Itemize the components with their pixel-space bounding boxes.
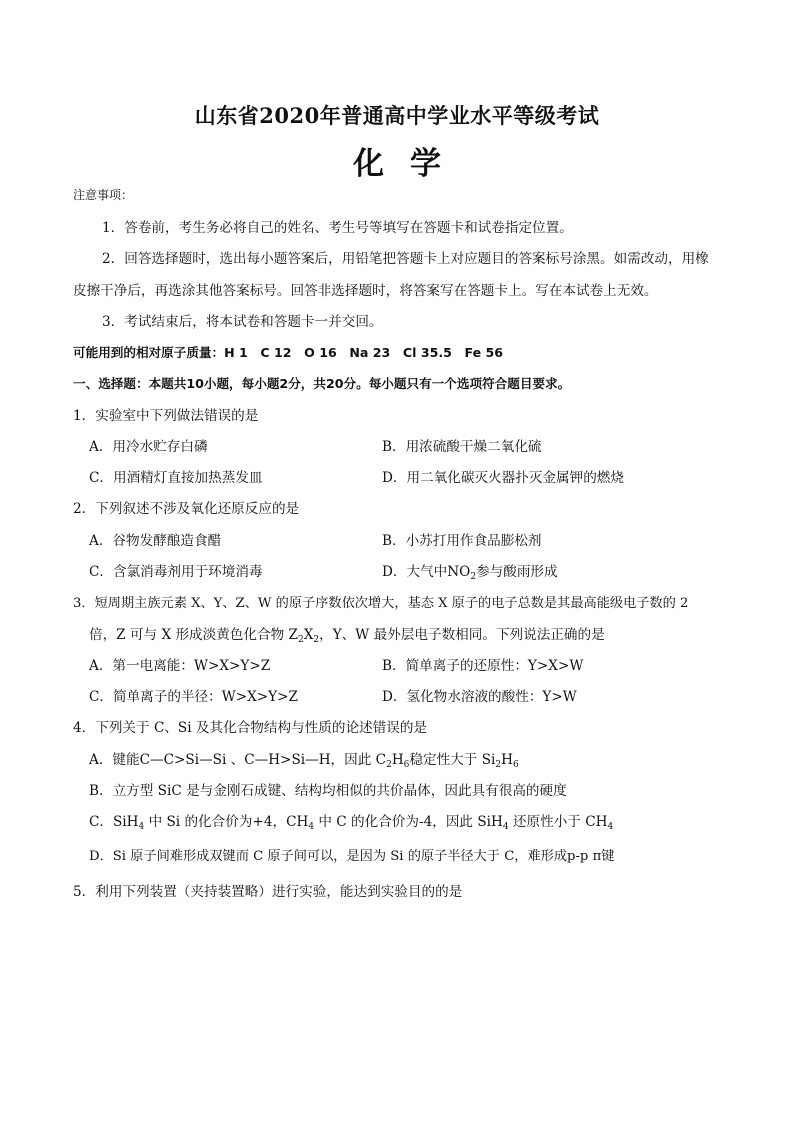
question-4-option-d: D．Si 原子间难形成双键而 C 原子间可以，是因为 Si 的原子半径大于 C，难形成p-p π键 <box>89 849 615 864</box>
question-3-option-a: A．第一电离能：W>X>Y>Z <box>89 658 271 674</box>
question-1-option-c: C．用酒精灯直接加热蒸发皿 <box>89 470 263 486</box>
question-2-option-d: D．大气中$NO_2$参与酸雨形成 <box>382 564 558 582</box>
question-4-option-c: C．SiH$_4$ 中 Si 的化合价为+4，$CH_4$ 中 C 的化合价为-4，因此 SiH$_4$ 还原性小于 $CH_4$ <box>89 814 614 832</box>
note-item-2-cont: 皮擦干净后，再选涂其他答案标号。回答非选择题时，将答案写在答题卡上。写在本试卷上无效。 <box>73 283 658 299</box>
question-5-stem: 5．利用下列装置（夹持装置略）进行实验，能达到实验目的的是 <box>73 884 463 900</box>
note-item-1: 1．答卷前，考生务必将自己的姓名、考生号等填写在答题卡和试卷指定位置。 <box>102 220 573 236</box>
atomic-masses: 可能用到的相对原子质量：H 1 C 12 O 16 Na 23 Cl 35.5 Fe 56 <box>73 345 504 360</box>
question-3-stem-line-1: 3．短周期主族元素 X、Y、Z、W 的原子序数依次增大，基态 X 原子的电子总数是其最高能级电子数的 2 <box>73 596 689 611</box>
question-4-option-a: A．键能C—C>Si—Si 、C—H>Si—H，因此 $C_2H_6$稳定性大于 $Si_2H_6$ <box>89 752 519 770</box>
question-2-option-c: C．含氯消毒剂用于环境消毒 <box>89 564 263 580</box>
question-3-option-d: D．氢化物水溶液的酸性：Y>W <box>382 689 577 705</box>
notes-heading: 注意事项： <box>73 188 134 202</box>
question-1-option-a: A．用冷水贮存白磷 <box>89 439 208 455</box>
question-2-option-b: B．小苏打用作食品膨松剂 <box>382 533 542 549</box>
question-1-option-d: D．用二氧化碳灭火器扑灭金属钾的燃烧 <box>382 470 624 486</box>
note-item-2: 2．回答选择题时，选出每小题答案后，用铅笔把答题卡上对应题目的答案标号涂黑。如需改动，用橡 <box>102 251 709 267</box>
question-1-option-b: B．用浓硫酸干燥二氧化硫 <box>382 439 542 455</box>
exam-title: 山东省2020年普通高中学业水平等级考试 <box>194 103 600 128</box>
question-4-option-b: B．立方型 SiC 是与金刚石成键、结构均相似的共价晶体，因此具有很高的硬度 <box>89 783 567 799</box>
section-heading: 一、选择题：本题共10小题，每小题2分，共20分。每小题只有一个选项符合题目要求。 <box>73 376 571 391</box>
subject-title: 化学 <box>353 146 467 182</box>
question-2-option-a: A．谷物发酵酿造食醋 <box>89 533 222 549</box>
question-4-stem: 4．下列关于 C、Si 及其化合物结构与性质的论述错误的是 <box>73 720 428 736</box>
question-1-stem: 1．实验室中下列做法错误的是 <box>73 408 259 424</box>
note-item-3: 3．考试结束后，将本试卷和答题卡一并交回。 <box>102 314 383 330</box>
question-3-stem-line-2: 倍，Z 可与 X 形成淡黄色化合物 $Z_2X_2$，Y、W 最外层电子数相同。下列说法正确的是 <box>89 627 605 645</box>
question-3-option-c: C．简单离子的半径：W>X>Y>Z <box>89 689 298 705</box>
question-3-option-b: B．简单离子的还原性：Y>X>W <box>382 658 584 674</box>
question-2-stem: 2．下列叙述不涉及氧化还原反应的是 <box>73 501 300 517</box>
